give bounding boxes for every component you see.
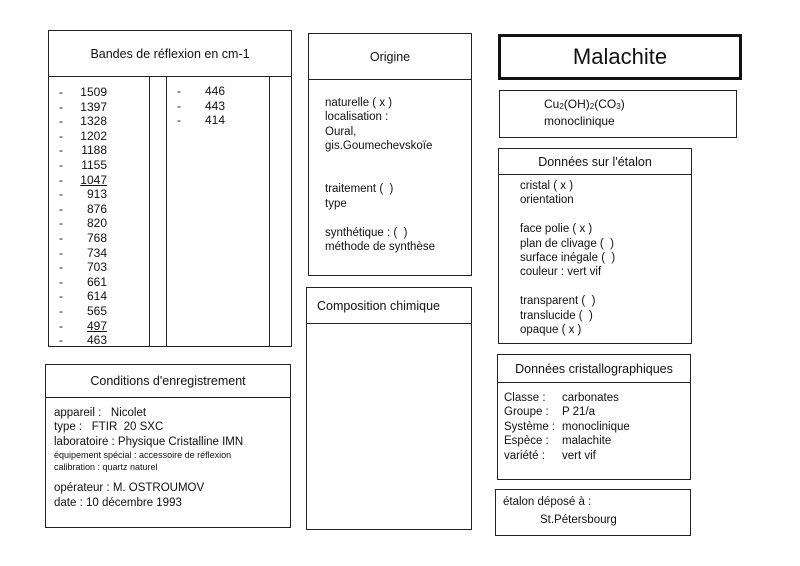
etalon-panel (498, 148, 692, 344)
band-row (59, 260, 107, 275)
band-dash: - (59, 303, 63, 318)
etalon-line: couleur : vert vif (520, 266, 602, 279)
etalon-line: transparent ( ) (520, 295, 596, 308)
band-dash: - (59, 274, 63, 289)
band-row (59, 289, 107, 304)
bands-divider-2 (166, 77, 167, 347)
band-value: 876 (86, 201, 107, 216)
cristallo-row (504, 391, 630, 405)
band-value: 1188 (81, 143, 107, 158)
composition-panel (306, 287, 472, 530)
cristallo-key: Classe : (504, 392, 546, 404)
cristallo-key: Espèce : (504, 435, 549, 448)
origine-line (325, 154, 435, 168)
band-row (59, 202, 107, 217)
etalon-title: Données sur l'étalon (499, 149, 691, 175)
etalon-line: surface inégale ( ) (520, 251, 616, 264)
cond-operateur: opérateur : M. OSTROUMOV (54, 482, 205, 495)
mineral-formula: Cu2(OH)2(CO3) (544, 97, 625, 111)
band-dash: - (59, 187, 63, 202)
band-row (177, 113, 225, 128)
bands-divider-1 (149, 77, 150, 347)
band-row (59, 319, 107, 334)
origine-line: synthétique : ( ) (325, 226, 408, 239)
band-row (59, 304, 107, 319)
band-dash: - (177, 98, 181, 113)
band-row (59, 100, 107, 115)
conditions-content (54, 406, 243, 510)
cristallo-value: P 21/a (562, 406, 596, 419)
band-row (177, 99, 225, 114)
band-value: 703 (86, 260, 107, 275)
band-row (59, 333, 107, 348)
bands-column-1 (59, 85, 107, 348)
origine-panel (308, 33, 472, 276)
band-value: 614 (86, 289, 107, 304)
band-value: 1397 (80, 99, 107, 114)
cristallo-row (504, 449, 630, 463)
origine-content (325, 96, 435, 254)
formula-box (499, 90, 737, 138)
band-value: 1047 (80, 172, 107, 187)
origine-line (325, 211, 435, 225)
bands-panel (48, 30, 292, 347)
etalon-line: face polie ( x ) (520, 223, 593, 236)
cond-calibration: calibration : quartz naturel (54, 462, 158, 473)
cristallo-row (504, 405, 630, 419)
depot-place: St.Pétersbourg (540, 514, 617, 526)
band-dash: - (59, 114, 63, 129)
etalon-line: cristal ( x ) (520, 180, 574, 192)
etalon-line: translucide ( ) (520, 309, 593, 322)
etalon-line: plan de clivage ( ) (520, 237, 614, 250)
band-row (59, 187, 107, 202)
cond-laboratoire: laboratoire : Physique Cristalline IMN (54, 435, 244, 448)
cristallo-row (504, 434, 630, 448)
origine-line: méthode de synthèse (325, 240, 435, 253)
band-dash: - (59, 85, 63, 99)
band-row (59, 173, 107, 188)
cristallo-value: vert vif (562, 449, 596, 462)
cristallo-key: Groupe : (504, 406, 549, 419)
band-value: 446 (204, 84, 225, 98)
band-row (59, 129, 107, 144)
band-dash: - (59, 172, 63, 187)
origine-title: Origine (309, 34, 471, 80)
band-row (59, 158, 107, 173)
band-dash: - (59, 143, 63, 158)
depot-panel (495, 489, 691, 536)
band-value: 1509 (80, 85, 107, 99)
band-dash: - (59, 230, 63, 245)
origine-line: traitement ( ) (325, 183, 394, 196)
band-value: 913 (86, 187, 107, 202)
band-dash: - (177, 84, 181, 98)
cristallo-title: Données cristallographiques (498, 355, 690, 383)
band-dash: - (59, 216, 63, 231)
origine-line (325, 168, 435, 182)
conditions-panel (45, 364, 291, 528)
band-value: 661 (86, 274, 107, 289)
cristallo-content (504, 391, 630, 463)
etalon-line (520, 280, 615, 294)
band-dash: - (59, 157, 63, 172)
mineral-system: monoclinique (544, 114, 615, 128)
band-dash: - (59, 201, 63, 216)
cristallo-value: malachite (562, 435, 612, 448)
cristallo-value: monoclinique (562, 420, 630, 433)
conditions-title: Conditions d'enregistrement (46, 365, 290, 398)
band-dash: - (59, 289, 63, 304)
cristallo-row (504, 420, 630, 434)
etalon-content (520, 179, 615, 337)
band-value: 414 (204, 113, 225, 128)
cristallo-panel (497, 354, 691, 480)
cristallo-value: carbonates (562, 392, 619, 404)
mineral-name: Malachite (572, 44, 668, 69)
band-value: 497 (86, 318, 107, 333)
band-row (59, 114, 107, 129)
origine-line: gis.Goumechevskoïe (325, 140, 433, 153)
etalon-line: opaque ( x ) (520, 323, 582, 336)
band-dash: - (59, 333, 63, 348)
band-row (177, 84, 225, 99)
band-value: 820 (86, 216, 107, 231)
bands-divider-3 (269, 77, 270, 347)
composition-title: Composition chimique (307, 288, 471, 324)
cond-type: type : FTIR 20 SXC (54, 421, 164, 434)
cond-appareil: appareil : Nicolet (54, 407, 147, 419)
band-dash: - (59, 128, 63, 143)
band-dash: - (59, 318, 63, 333)
band-dash: - (59, 245, 63, 260)
bands-column-2 (177, 84, 225, 128)
bands-title: Bandes de réflexion en cm-1 (49, 31, 291, 77)
band-value: 443 (204, 98, 225, 113)
mineral-title-box (498, 34, 742, 80)
cristallo-key: variété : (504, 449, 545, 462)
origine-line: Oural, (325, 125, 357, 138)
band-dash: - (59, 260, 63, 275)
origine-line: type (325, 197, 347, 210)
band-row (59, 246, 107, 261)
origine-line: localisation : (325, 111, 389, 124)
cond-equipement: équipement spécial : accessoire de réflexion (54, 450, 232, 461)
band-row (59, 216, 107, 231)
band-row (59, 275, 107, 290)
band-value: 1155 (81, 157, 107, 172)
band-value: 734 (86, 245, 107, 260)
band-value: 463 (86, 333, 107, 348)
etalon-line: orientation (520, 194, 574, 207)
band-value: 1328 (80, 114, 107, 129)
cristallo-key: Système : (504, 420, 556, 433)
band-dash: - (177, 113, 181, 128)
band-value: 1202 (80, 128, 107, 143)
band-value: 565 (86, 303, 107, 318)
band-dash: - (59, 99, 63, 114)
band-value: 768 (86, 230, 107, 245)
origine-line: naturelle ( x ) (325, 97, 393, 109)
band-row (59, 85, 107, 100)
etalon-line (520, 208, 615, 222)
cond-date: date : 10 décembre 1993 (54, 496, 182, 509)
band-row (59, 231, 107, 246)
depot-label: étalon déposé à : (503, 496, 592, 508)
band-row (59, 143, 107, 158)
